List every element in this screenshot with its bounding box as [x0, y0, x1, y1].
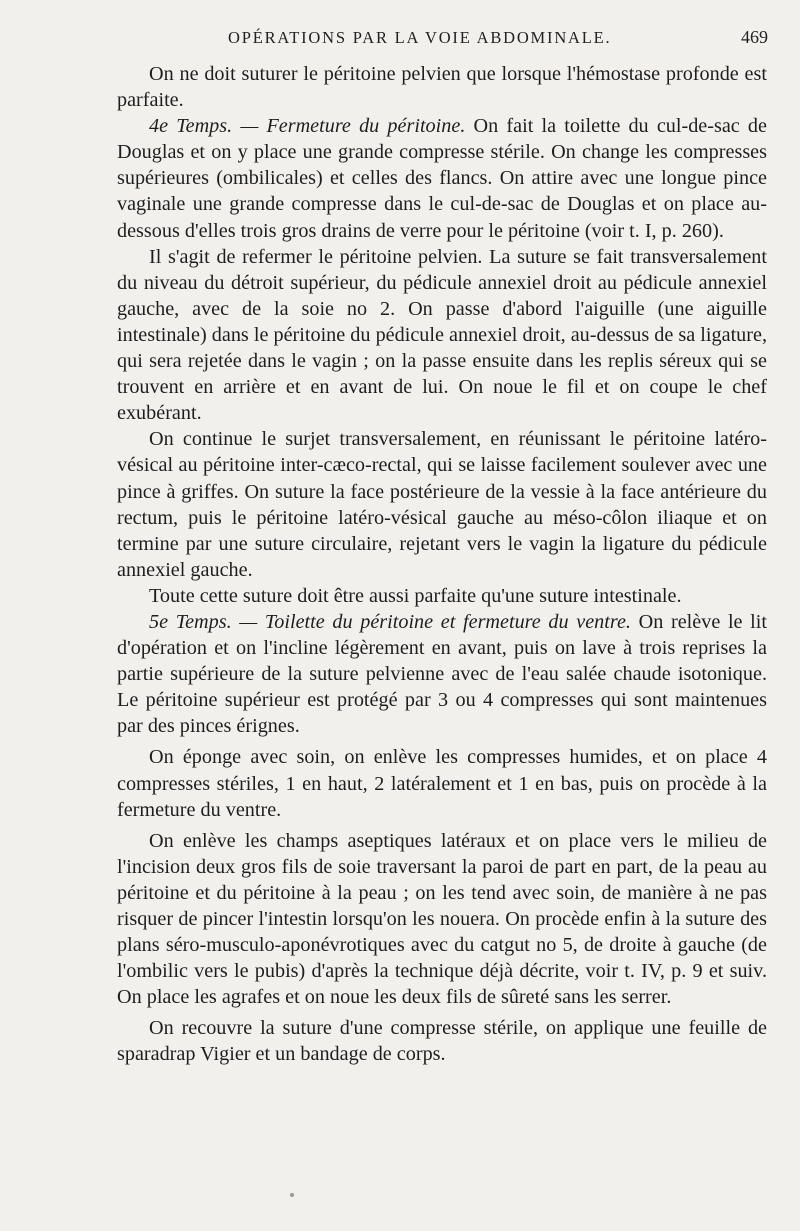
section-heading-4e-temps: 4e Temps. — Fermeture du péritoine.: [149, 115, 466, 138]
paper-speck: [290, 1193, 294, 1197]
paragraph-9: On recouvre la suture d'une compresse stérile, on applique une feuille de sparadrap Vigier et un bandage de corps.: [117, 1017, 767, 1066]
paragraph-3: Il s'agit de refermer le péritoine pelvien. La suture se fait transversalement du niveau du détroit supérieur, du pédicule annexiel droit au pédicule annexiel gauche, avec de la soie no 2. On passe d'abord l'aiguille (une aiguille intestinale) dans le péritoine du pédicule annexiel droit, au-dessus de sa ligature, qui sera rejetée dans le vagin ; on la passe ensuite dans les replis séreux qui se trouvent en arrière et en avant de lui. On noue le fil et on coupe le chef exubérant.: [117, 245, 767, 425]
paragraph-5: Toute cette suture doit être aussi parfaite qu'une suture intestinale.: [149, 584, 682, 607]
page-header: [118, 24, 768, 54]
paragraph-2: 4e Temps. — Fermeture du péritoine. On fait la toilette du cul-de-sac de Douglas et on y place une grande compresse stérile. On change les compresses supérieures (ombilicales) et celles des flancs. On attire avec une longue pince vaginale une grande compresse dans le cul-de-sac de Douglas et on place au-dessous d'elles trois gros drains de verre pour le péritoine (voir t. I, p. 260).: [117, 115, 767, 242]
paragraph-6: 5e Temps. — Toilette du péritoine et fermeture du ventre. On relève le lit d'opération et on l'incline légèrement en avant, puis on lave à trois reprises la partie supérieure de la suture pelvienne avec de l'eau salée chaude isotonique. Le péritoine supérieur est protégé par 3 ou 4 compresses qui sont maintenues par des pinces érignes.: [117, 610, 767, 738]
section-heading-5e-temps: 5e Temps. — Toilette du péritoine et fermeture du ventre.: [149, 610, 631, 633]
paragraph-7: On éponge avec soin, on enlève les compresses humides, et on place 4 compresses stériles, 1 en haut, 2 latéralement et 1 en bas, puis on procède à la fermeture du ventre.: [117, 746, 767, 821]
paragraph-1: On ne doit suturer le péritoine pelvien que lorsque l'hémostase profonde est parfaite.: [117, 63, 767, 112]
paragraph-4: On continue le surjet transversalement, en réunissant le péritoine latéro-vésical au péritoine inter-cæco-rectal, qui se laisse facilement soulever avec une pince à griffes. On suture la face postérieure de la vessie à la face antérieure du rectum, puis le péritoine latéro-vésical gauche au méso-côlon iliaque et on termine par une suture circulaire, rejetant vers le vagin la ligature du pédicule annexiel gauche.: [117, 428, 767, 581]
body-text: [117, 61, 767, 1068]
paragraph-8: On enlève les champs aseptiques latéraux et on place vers le milieu de l'incision deux gros fils de soie traversant la paroi de part en part, de la peau au péritoine et du péritoine à la peau ; on les tend avec soin, de manière à ne pas risquer de pincer l'intestin lorsqu'on les nouera. On procède enfin à la suture des plans séro-musculo-aponévrotiques avec du catgut no 5, de droite à gauche (de l'ombilic vers le pubis) d'après la technique déjà décrite, voir t. IV, p. 9 et suiv. On place les agrafes et on noue les deux fils de sûreté sans les serrer.: [117, 829, 767, 1009]
running-title: OPÉRATIONS PAR LA VOIE ABDOMINALE.: [228, 28, 612, 47]
page-number: 469: [741, 27, 768, 47]
